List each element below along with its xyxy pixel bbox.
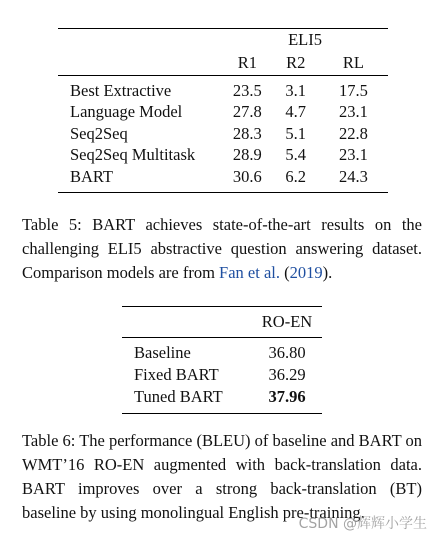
citation-link-year[interactable]: 2019 [289,263,323,282]
column-header-ro-en: RO-EN [261,312,313,331]
table-row [122,364,322,386]
table-5-eli5-results [58,28,388,193]
citation-paren-open: ( [280,263,290,282]
table-5-column-header-row [58,51,388,76]
score-r2: 3.1 [285,80,306,100]
score-rl: 24.3 [338,166,368,186]
model-name: Best Extractive [70,80,172,100]
score-r1: 23.5 [232,80,262,100]
score-r1: 27.8 [232,102,262,122]
table-row [58,123,388,145]
score-rl: 22.8 [338,123,368,143]
caption-text: Table 5: BART achieves state-of-the-art results on the challenging ELI5 abstractive question answering dataset. Comparison models are from [22,215,422,282]
bleu-score: 37.96 [268,387,306,406]
model-name: Language Model [70,102,183,122]
column-header-r2: R2 [286,53,306,72]
score-r2: 6.2 [285,166,306,186]
table-row-best [122,386,322,414]
citation-link-author[interactable]: Fan et al. [219,263,280,282]
score-rl: 23.1 [338,102,368,122]
score-r2: 4.7 [285,102,306,122]
table-row [58,102,388,124]
bleu-score: 36.80 [268,343,306,362]
score-r1: 30.6 [232,166,262,186]
model-name: BART [70,166,114,186]
score-rl: 17.5 [338,80,368,100]
table-5-group-header-row [58,29,388,52]
score-r2: 5.1 [285,123,306,143]
table-6-caption: Table 6: The performance (BLEU) of baseline and BART on WMT’16 RO-EN augmented with back-translation data. BART improves over a strong back-translation (BT) baseline by using monolingual English pre-training. [22,431,422,522]
model-name: Seq2Seq Multitask [70,145,196,165]
score-rl: 23.1 [338,145,368,165]
score-r1: 28.3 [232,123,262,143]
column-header-rl: RL [342,53,364,72]
eli5-group-header: ELI5 [288,30,322,49]
bleu-score: 36.29 [268,365,306,384]
table-row [58,76,388,102]
table-6-ro-en-results [122,306,322,414]
column-header-r1: R1 [237,53,257,72]
model-name: Baseline [134,343,191,362]
watermark: CSDN @辉辉小学生 [298,516,427,532]
table-row-best [58,166,388,192]
score-r2: 5.4 [285,145,306,165]
table-5-caption [22,213,422,285]
score-r1: 28.9 [232,145,262,165]
citation-paren-close: ). [322,263,333,282]
model-name: Fixed BART [134,365,219,384]
table-6-header-row [122,307,322,338]
table-row [58,145,388,167]
model-name: Seq2Seq [70,123,128,143]
table-row [122,338,322,365]
model-name: Tuned BART [134,387,223,406]
